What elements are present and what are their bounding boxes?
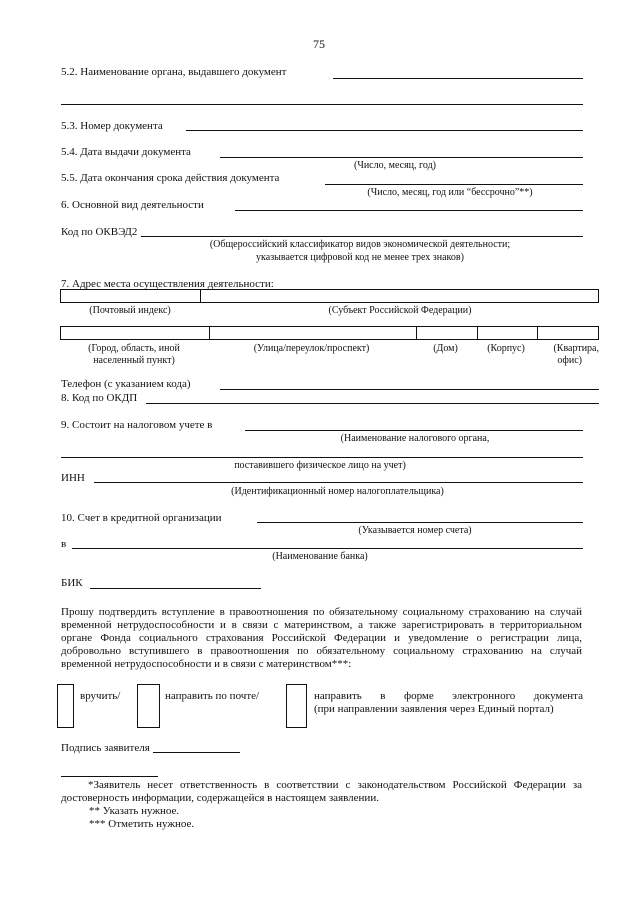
doc-number-input-line[interactable] xyxy=(186,130,583,131)
bank-input-line[interactable] xyxy=(72,548,583,549)
expiry-label: 5.5. Дата окончания срока действия документа xyxy=(61,172,280,184)
doc-number-label: 5.3. Номер документа xyxy=(61,120,163,132)
page-number: 75 xyxy=(313,37,325,51)
tax-input-line[interactable] xyxy=(245,430,583,431)
tax-hint-1: (Наименование налогового органа, xyxy=(340,433,490,444)
mail-delivery-checkbox[interactable] xyxy=(137,684,160,728)
bik-label: БИК xyxy=(61,577,83,589)
house-caption: (Дом) xyxy=(433,343,458,354)
footnote-1: *Заявитель несет ответственность в соответствии с законодательством Российской Федерации за достоверность информации, содержащейся в настоящем заявлении. xyxy=(61,779,582,804)
street-cell[interactable] xyxy=(209,327,417,339)
postal-index-cell[interactable] xyxy=(61,290,201,302)
bik-input-line[interactable] xyxy=(90,588,261,589)
inn-label: ИНН xyxy=(61,472,85,484)
tax-input-line-2[interactable] xyxy=(61,457,583,458)
account-label: 10. Счет в кредитной организации xyxy=(61,512,222,524)
expiry-hint: (Число, месяц, год или “бессрочно”**) xyxy=(367,187,533,198)
mail-delivery-label: направить по почте/ xyxy=(165,690,260,702)
apt-caption-1: (Квартира, xyxy=(553,343,599,354)
bank-prefix: в xyxy=(61,538,67,550)
account-input-line[interactable] xyxy=(257,522,583,523)
city-caption-1: (Город, область, иной xyxy=(88,343,180,354)
hand-delivery-label: вручить/ xyxy=(80,690,121,702)
okved-hint-2: указывается цифровой код не менее трех знаков) xyxy=(256,252,464,263)
street-caption: (Улица/переулок/проспект) xyxy=(253,343,370,354)
signature-label: Подпись заявителя xyxy=(61,742,150,754)
address-row-2 xyxy=(60,326,599,340)
bank-hint: (Наименование банка) xyxy=(272,551,368,562)
okved-input-line[interactable] xyxy=(141,236,583,237)
house-cell[interactable] xyxy=(416,327,478,339)
activity-label: 6. Основной вид деятельности xyxy=(61,199,204,211)
activity-input-line[interactable] xyxy=(235,210,583,211)
corpus-caption: (Корпус) xyxy=(487,343,525,354)
okved-hint-1: (Общероссийский классификатор видов экономической деятельности; xyxy=(209,239,511,250)
issuer-input-line-2[interactable] xyxy=(61,104,583,105)
phone-label: Телефон (с указанием кода) xyxy=(61,378,191,390)
account-hint: (Указывается номер счета) xyxy=(358,525,472,536)
postal-index-caption: (Почтовый индекс) xyxy=(89,305,171,316)
tax-label: 9. Состоит на налоговом учете в xyxy=(61,419,213,431)
inn-input-line[interactable] xyxy=(94,482,583,483)
signature-input-line[interactable] xyxy=(153,752,240,753)
issuer-label: 5.2. Наименование органа, выдавшего документ xyxy=(61,66,287,78)
expiry-input-line[interactable] xyxy=(325,184,583,185)
footnote-3: *** Отметить нужное. xyxy=(89,818,195,830)
okdp-label: 8. Код по ОКДП xyxy=(61,392,138,404)
footnote-2: ** Указать нужное. xyxy=(89,805,180,817)
address-row-1 xyxy=(60,289,599,303)
hand-delivery-checkbox[interactable] xyxy=(57,684,74,728)
city-caption-2: населенный пункт) xyxy=(93,355,175,366)
city-cell[interactable] xyxy=(61,327,210,339)
issuer-input-line[interactable] xyxy=(333,78,583,79)
phone-input-line[interactable] xyxy=(220,389,599,390)
issue-date-input-line[interactable] xyxy=(220,157,583,158)
request-paragraph: Прошу подтвердить вступление в правоотношения по обязательному социальному страхованию на случай временной нетрудоспособности и в связи с материнством, а также зарегистрировать в территориальном органе Фонда социального страхования Российской Федерации и уведомление о регистрации лица, добровольно вступившего в правоотношения по обязательному социальному страхованию на случай временной нетрудоспособности и в связи с материнством***: xyxy=(61,606,582,670)
issue-date-hint: (Число, месяц, год) xyxy=(354,160,436,171)
okdp-input-line[interactable] xyxy=(146,403,599,404)
issue-date-label: 5.4. Дата выдачи документа xyxy=(61,146,191,158)
electronic-delivery-checkbox[interactable] xyxy=(286,684,307,728)
inn-hint: (Идентификационный номер налогоплательщика) xyxy=(231,486,444,497)
tax-hint-2: поставившего физическое лицо на учет) xyxy=(234,460,406,471)
okved-label: Код по ОКВЭД2 xyxy=(61,226,138,238)
apt-caption-2: офис) xyxy=(557,355,582,366)
address-label: 7. Адрес места осуществления деятельности: xyxy=(61,278,274,290)
electronic-delivery-label-1: направить в форме электронного документа xyxy=(314,690,583,702)
subject-rf-caption: (Субъект Российской Федерации) xyxy=(328,305,472,316)
footnote-separator xyxy=(61,776,158,777)
corpus-cell[interactable] xyxy=(477,327,538,339)
electronic-delivery-label-2: (при направлении заявления через Единый портал) xyxy=(314,703,554,715)
